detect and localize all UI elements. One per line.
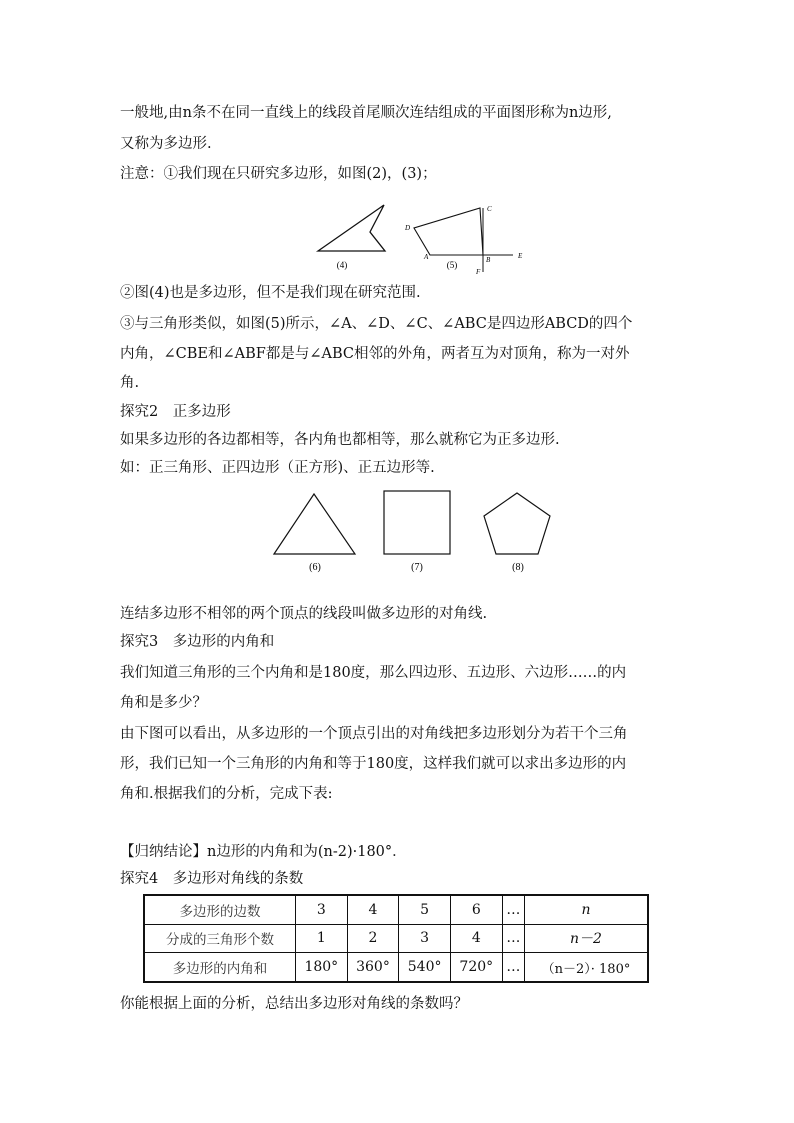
table-row (144, 924, 648, 953)
table-cell: n (525, 895, 649, 924)
conclusion-line: 【归纳结论】n边形的内角和为(n-2)·180°． (120, 844, 407, 860)
figure-6-triangle (274, 494, 355, 554)
figure-7-caption: (7) (411, 562, 423, 573)
explore4-heading: 探究4 多边形对角线的条数 (120, 871, 304, 887)
table-cell: n－2 (525, 924, 649, 953)
figure-5-label-c: C (487, 205, 492, 213)
figure-7-square (384, 491, 450, 554)
figure-5-label-f: F (476, 268, 481, 276)
table-cell: 4 (347, 895, 399, 924)
figure-5-label-e: E (518, 252, 523, 260)
table-row-header: 多边形的边数 (144, 895, 296, 924)
figure-5-label-a: A (424, 253, 429, 261)
figure-5-label-d: D (405, 224, 411, 232)
figure-5-caption: (5) (446, 260, 458, 270)
figure-4-polygon (318, 205, 385, 251)
table-cell: 4 (450, 924, 502, 953)
table-cell: … (502, 953, 524, 982)
diagonal-definition: 连结多边形不相邻的两个顶点的线段叫做多边形的对角线. (120, 606, 488, 622)
note-line: 注意：①我们现在只研究多边形，如图(2)，(3)； (120, 166, 437, 182)
table-row-header: 多边形的内角和 (144, 953, 296, 982)
table-cell: 180° (296, 953, 348, 982)
table-cell: 540° (399, 953, 451, 982)
table-cell: 6 (450, 895, 502, 924)
figure-8-pentagon (484, 493, 550, 554)
note3-line1: ③与三角形类似，如图(5)所示，∠A、∠D、∠C、∠ABC是四边形ABCD的四个 (120, 316, 633, 332)
analysis-line3: 角和.根据我们的分析，完成下表: (120, 786, 333, 802)
question-line1: 我们知道三角形的三个内角和是180度，那么四边形、五边形、六边形……的内 (120, 665, 627, 681)
table-cell: 3 (399, 924, 451, 953)
table-cell: 2 (347, 924, 399, 953)
note2-line: ②图(4)也是多边形，但不是我们现在研究范围. (120, 285, 421, 301)
table-row (144, 953, 648, 982)
figure-5-label-b: B (486, 256, 491, 264)
figure-6-caption: (6) (309, 562, 321, 573)
table-cell: 360° (347, 953, 399, 982)
note3-line3: 角. (120, 375, 140, 391)
table-row (144, 895, 648, 924)
interior-angle-table (143, 894, 649, 983)
note3-line2: 内角，∠CBE和∠ABF都是与∠ABC相邻的外角，两者互为对顶角，称为一对外 (120, 346, 630, 362)
table-cell: 5 (399, 895, 451, 924)
figure-6-7-8 (268, 486, 568, 578)
analysis-line2: 形，我们已知一个三角形的内角和等于180度，这样我们就可以求出多边形的内 (120, 756, 627, 772)
table-cell: … (502, 895, 524, 924)
table-cell: … (502, 924, 524, 953)
regular-polygon-definition: 如果多边形的各边都相等，各内角也都相等，那么就称它为正多边形. (120, 432, 560, 448)
table-cell: 1 (296, 924, 348, 953)
question-line2: 角和是多少？ (120, 695, 207, 711)
regular-polygon-examples: 如：正三角形、正四边形（正方形)、正五边形等. (120, 460, 435, 476)
table-cell: （n－2）· 180° (525, 953, 649, 982)
table-row-header: 分成的三角形个数 (144, 924, 296, 953)
explore3-heading: 探究3 多边形的内角和 (120, 634, 275, 650)
figure-8-caption: (8) (512, 562, 524, 573)
para-definition-line1: 一般地,由n条不在同一直线上的线段首尾顺次连结组成的平面图形称为n边形, (120, 105, 612, 121)
explore2-heading: 探究2 正多边形 (120, 404, 231, 420)
para-definition-line2: 又称为多边形. (120, 136, 212, 152)
table-cell: 3 (296, 895, 348, 924)
figure-4-caption: (4) (336, 260, 348, 270)
analysis-line1: 由下图可以看出，从多边形的一个顶点引出的对角线把多边形划分为若干个三角 (120, 726, 628, 742)
figure-5-polygon (414, 208, 483, 255)
final-question: 你能根据上面的分析，总结出多边形对角线的条数吗？ (120, 996, 468, 1012)
figure-4-5 (310, 200, 540, 276)
table-cell: 720° (450, 953, 502, 982)
